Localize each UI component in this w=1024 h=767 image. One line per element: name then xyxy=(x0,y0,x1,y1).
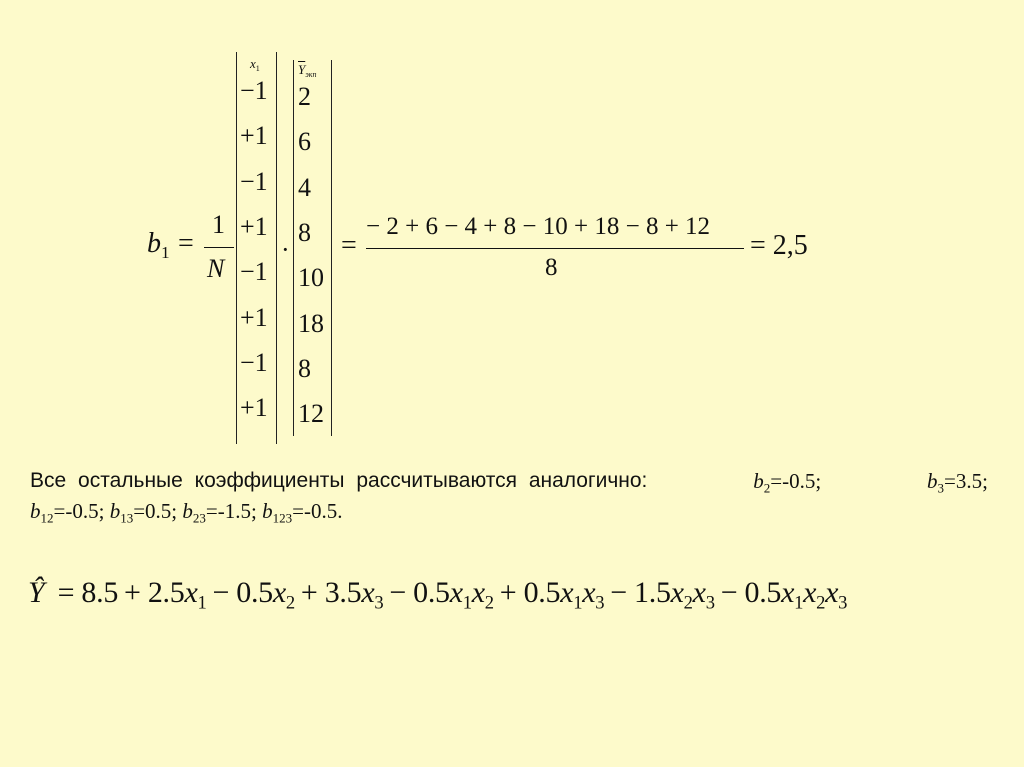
term-variable-sub: 1 xyxy=(573,592,583,614)
coefficients-paragraph xyxy=(30,466,988,526)
coef-b3-sub: 3 xyxy=(937,480,945,496)
middle-equals: = xyxy=(341,230,357,261)
term-coefficient: − 0.5 xyxy=(389,576,450,609)
y-value-cell: 10 xyxy=(298,263,324,293)
x-column-header xyxy=(250,56,260,72)
coef-b13-sub: 13 xyxy=(120,510,134,526)
coef-b3-var: b xyxy=(927,469,938,493)
coef-b123 xyxy=(262,499,343,526)
regression-term xyxy=(499,576,605,614)
x-value-cell: +1 xyxy=(240,393,268,423)
result-denominator: 8 xyxy=(545,254,558,281)
x-value-cell: −1 xyxy=(240,347,268,377)
term-variable: x xyxy=(272,576,286,609)
coef-b12-val: =-0.5; xyxy=(53,499,105,523)
coef-b13-val: =0.5; xyxy=(133,499,178,523)
coef-b23-val: =-1.5; xyxy=(205,499,257,523)
term-variable: x xyxy=(781,576,795,609)
term-variable: x xyxy=(692,576,706,609)
coef-b2-sub: 2 xyxy=(763,480,771,496)
term-variable: x xyxy=(825,576,839,609)
result-numerator: − 2 + 6 − 4 + 8 − 10 + 18 − 8 + 12 xyxy=(366,213,711,240)
y-value-cell: 8 xyxy=(298,353,311,383)
y-value-cell: 2 xyxy=(298,82,311,111)
regression-term xyxy=(58,576,118,609)
fraction-denominator: N xyxy=(207,254,225,283)
term-variable: x xyxy=(471,576,485,609)
regression-equation xyxy=(28,576,848,614)
y-header-var: $\overline{Y}$ xyxy=(298,62,306,77)
term-variable-sub: 3 xyxy=(374,592,384,614)
coef-b2-var: b xyxy=(753,469,764,493)
paragraph-line-2 xyxy=(30,496,988,526)
y-column-header xyxy=(298,62,317,78)
coef-b13 xyxy=(109,499,178,526)
term-variable-sub: 1 xyxy=(794,592,804,614)
term-variable-sub: 3 xyxy=(838,592,848,614)
term-coefficient: = 8.5 xyxy=(57,576,119,609)
coef-b23-var: b xyxy=(182,499,193,523)
term-variable-sub: 3 xyxy=(705,592,715,614)
term-variable: x xyxy=(582,576,596,609)
x-value-cell: −1 xyxy=(240,166,268,196)
lhs-variable xyxy=(147,228,170,263)
regression-term xyxy=(389,576,494,614)
y-header-sub: экп xyxy=(305,69,317,79)
coef-b2-val: =-0.5; xyxy=(770,469,822,493)
term-coefficient: + 0.5 xyxy=(499,576,561,609)
term-variable-sub: 3 xyxy=(595,592,605,614)
term-variable: x xyxy=(449,576,463,609)
term-variable-sub: 2 xyxy=(285,592,295,614)
y-value-cell: 4 xyxy=(298,172,311,202)
coef-b123-val: =-0.5. xyxy=(292,499,343,523)
regression-term xyxy=(610,576,715,614)
coef-b123-sub: 123 xyxy=(272,510,293,526)
lhs-sub: 1 xyxy=(161,243,170,263)
paragraph-line-1 xyxy=(30,466,988,496)
regression-term xyxy=(212,576,295,614)
term-variable-sub: 2 xyxy=(816,592,826,614)
lhs-var: b xyxy=(147,228,161,259)
x-value-cell: −1 xyxy=(240,76,268,105)
y-value-cell: 18 xyxy=(298,308,324,338)
coef-b12-sub: 12 xyxy=(40,510,54,526)
regression-term xyxy=(720,576,848,614)
fraction-numerator: 1 xyxy=(212,210,225,239)
coef-b23 xyxy=(182,499,257,526)
term-coefficient: − 0.5 xyxy=(720,576,782,609)
result-fraction-bar xyxy=(366,248,744,249)
term-variable: x xyxy=(184,576,198,609)
x-value-cell: +1 xyxy=(240,121,268,151)
term-variable-sub: 1 xyxy=(462,592,472,614)
regression-term xyxy=(124,576,207,614)
coef-b2 xyxy=(753,466,821,496)
term-variable: x xyxy=(803,576,817,609)
intro-text: Все остальные коэффициенты рассчитываются аналогично: xyxy=(30,469,648,492)
fraction-bar xyxy=(204,247,234,248)
term-variable: x xyxy=(560,576,574,609)
coef-b3 xyxy=(927,466,988,496)
term-variable: x xyxy=(361,576,375,609)
term-variable: x xyxy=(670,576,684,609)
x-value-cell: +1 xyxy=(240,302,268,332)
x-value-cell: −1 xyxy=(240,257,268,287)
coef-b3-val: =3.5; xyxy=(944,469,988,493)
coef-b12-var: b xyxy=(30,499,41,523)
y-value-cell: 12 xyxy=(298,399,324,429)
regression-term xyxy=(300,576,384,614)
x-column-left-bar xyxy=(236,52,237,444)
term-variable-sub: 1 xyxy=(197,592,207,614)
x-header-sub: 1 xyxy=(255,63,260,73)
term-variable-sub: 2 xyxy=(484,592,494,614)
y-column-left-bar xyxy=(293,60,294,436)
result-value: = 2,5 xyxy=(750,230,808,261)
term-variable-sub: 2 xyxy=(683,592,693,614)
x-column-right-bar xyxy=(276,52,277,444)
y-value-cell: 8 xyxy=(298,217,311,247)
term-coefficient: − 1.5 xyxy=(610,576,671,609)
y-value-cell: 6 xyxy=(298,127,311,157)
coef-b12 xyxy=(30,499,105,526)
x-header-var: x xyxy=(250,56,256,71)
multiply-dot: · xyxy=(281,235,290,264)
x-value-cell: +1 xyxy=(240,211,268,241)
term-coefficient: + 3.5 xyxy=(300,576,362,609)
coef-b13-var: b xyxy=(109,499,121,523)
term-coefficient: + 2.5 xyxy=(124,576,185,609)
lhs-equals: = xyxy=(178,228,194,259)
regression-lhs: Ŷ xyxy=(28,576,45,609)
coef-b23-sub: 23 xyxy=(192,510,206,526)
term-coefficient: − 0.5 xyxy=(212,576,273,609)
coef-b123-var: b xyxy=(262,499,273,523)
